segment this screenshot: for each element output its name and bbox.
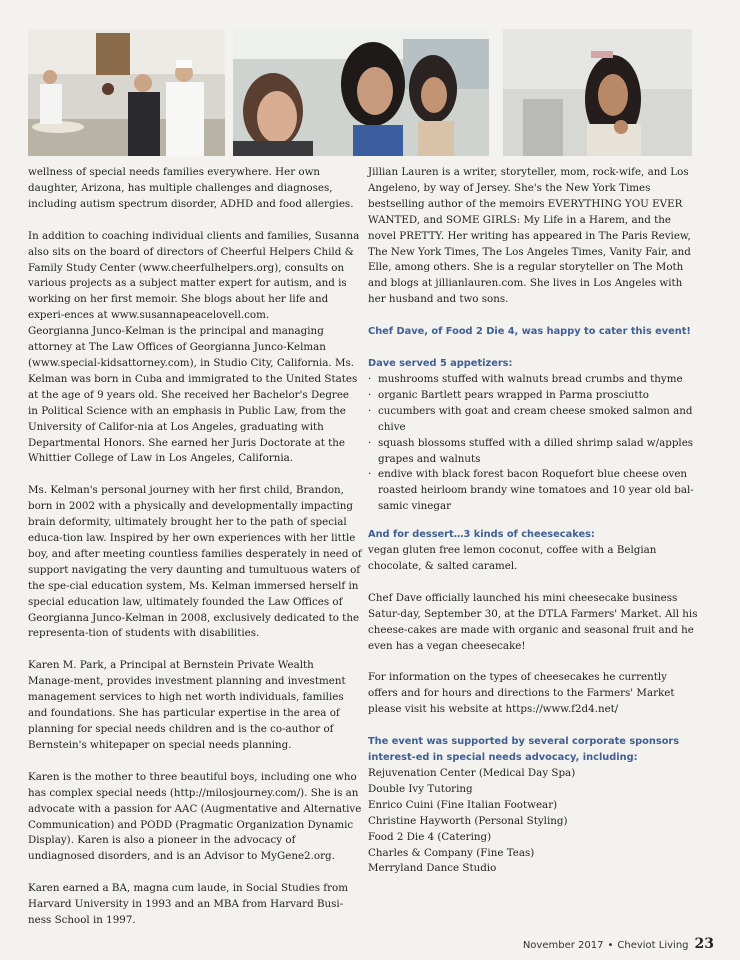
sponsor-list xyxy=(368,766,698,877)
paragraph: Jillian Lauren is a writer, storyteller, mom, rock-wife, and Los Angeleno, by way of Jersey. She's the New York Times bestselling author of the memoirs EVERYTHING YOU EVER WANTED, and SOME GIRLS: My Life in a Harem, and the novel PRETTY. Her writing has appeared in The Paris Review, The New York Times, The Los Angeles Times, Vanity Fair, and Elle, among others. She is a regular storyteller on The Moth and blogs at jillianlauren.com. She lives in Los Angeles with her husband and two sons. xyxy=(368,166,691,306)
left-column xyxy=(28,165,362,929)
paragraph: Georgianna Junco-Kelman is the principal and managing attorney at The Law Offices of Georgianna Junco-Kelman (www.special-kidsattorney.com), in Studio City, California. Ms. Kelman was born in Cuba and immigrated to the United States at the age of 9 years old. She received her Bachelor's Degree in Political Science with an emphasis in Public Law, from the University of Califor-nia at Los Angeles, graduating with Departmental Honors. She earned her Juris Doctorate at the Whittier College of Law in Los Angeles, California. xyxy=(28,325,358,465)
photo-guests xyxy=(233,29,489,156)
page-number: 23 xyxy=(694,936,714,952)
list-item: · cucumbers with goat and cream cheese smoked salmon and chive xyxy=(368,404,698,436)
list-item: Christine Hayworth (Personal Styling) xyxy=(368,814,568,827)
paragraph: vegan gluten free lemon coconut, coffee with a Belgian chocolate, & salted caramel. xyxy=(368,544,657,572)
page-footer xyxy=(523,936,714,952)
paragraph: Ms. Kelman's personal journey with her first child, Brandon, born in 2002 with a physically and developmentally impacting brain deformity, ultimately brought her to the path of special educa-tion law. Inspired by her own experiences with her little boy, and after meeting countless families desperately in need of support navigating the very daunting and tumultuous waters of the spe-cial education system, Ms. Kelman immersed herself in special education law, ultimately founded the Law Offices of Georgianna Junco-Kelman in 2008, exclusively dedicated to the representa-tion of students with disabilities. xyxy=(28,484,362,640)
list-item: Double Ivy Tutoring xyxy=(368,782,473,795)
separator-dot: • xyxy=(607,940,614,951)
paragraph: Chef Dave officially launched his mini cheesecake business Satur-day, September 30, at the DTLA Farmers' Market. All his cheese-cakes are made with organic and seasonal fruit and he even has a vegan cheesecake! xyxy=(368,591,698,652)
magazine-name: Cheviot Living xyxy=(617,940,689,951)
section-heading: Chef Dave, of Food 2 Die 4, was happy to cater this event! xyxy=(368,326,691,338)
paragraph: Karen M. Park, a Principal at Bernstein Private Wealth Manage-ment, provides investment planning and investment management services to high net worth individuals, families and foundations. She has particular expertise in the area of planning for special needs children and is the co-author of Bernstein's whitepaper on special needs planning. xyxy=(28,659,346,751)
list-item: Enrico Cuini (Fine Italian Footwear) xyxy=(368,798,558,811)
section-heading: Dave served 5 appetizers: xyxy=(368,358,513,370)
list-item: Charles & Company (Fine Teas) xyxy=(368,846,535,859)
photo-chef-buffet xyxy=(28,29,225,156)
paragraph: For information on the types of cheesecakes he currently offers and for hours and directions to the Farmers' Market please visit his website at https://www.f2d4.net/ xyxy=(368,671,675,716)
photo-strip xyxy=(28,29,692,156)
photo-guest-tasting xyxy=(503,29,692,156)
right-column xyxy=(368,165,698,877)
section-heading: The event was supported by several corporate sponsors interest-ed in special needs advocacy, including: xyxy=(368,736,680,764)
list-item: · endive with black forest bacon Roquefort blue cheese oven roasted heirloom brandy wine tomatoes and 10 year old bal-samic vinegar xyxy=(368,467,698,515)
list-item: · organic Bartlett pears wrapped in Parma prosciutto xyxy=(368,388,698,404)
list-item: · squash blossoms stuffed with a dilled shrimp salad w/apples grapes and walnuts xyxy=(368,436,698,468)
appetizer-list xyxy=(368,372,698,515)
issue-date: November 2017 xyxy=(522,940,604,951)
list-item: Merryland Dance Studio xyxy=(368,862,497,875)
list-item: · mushrooms stuffed with walnuts bread crumbs and thyme xyxy=(368,372,698,388)
paragraph: wellness of special needs families everywhere. Her own daughter, Arizona, has multiple challenges and diagnoses, including autism spectrum disorder, ADHD and food allergies. xyxy=(28,166,354,210)
section-heading: And for dessert…3 kinds of cheesecakes: xyxy=(368,529,595,541)
list-item: Rejuvenation Center (Medical Day Spa) xyxy=(368,767,576,779)
paragraph: Karen is the mother to three beautiful boys, including one who has complex special needs (http://milosjourney.com/). She is an advocate with a passion for AAC (Augmentative and Alternative Communication) and PODD (Pragmatic Organization Dynamic Display). Karen is also a pioneer in the advocacy of undiagnosed disorders, and is an Advisor to MyGene2.org. xyxy=(28,770,362,863)
list-item: Food 2 Die 4 (Catering) xyxy=(368,830,492,843)
paragraph: Karen earned a BA, magna cum laude, in Social Studies from Harvard University in 1993 and an MBA from Harvard Busi-ness School in 1997. xyxy=(28,882,348,927)
paragraph: In addition to coaching individual clients and families, Susanna also sits on the board of directors of Cheerful Helpers Child & Family Study Center (www.cheerfulhelpers.org), consults on various projects as a subject matter expert for autism, and is working on her first memoir. She blogs about her life and experi-ences at www.susannapeacelovell.com. xyxy=(28,229,360,322)
